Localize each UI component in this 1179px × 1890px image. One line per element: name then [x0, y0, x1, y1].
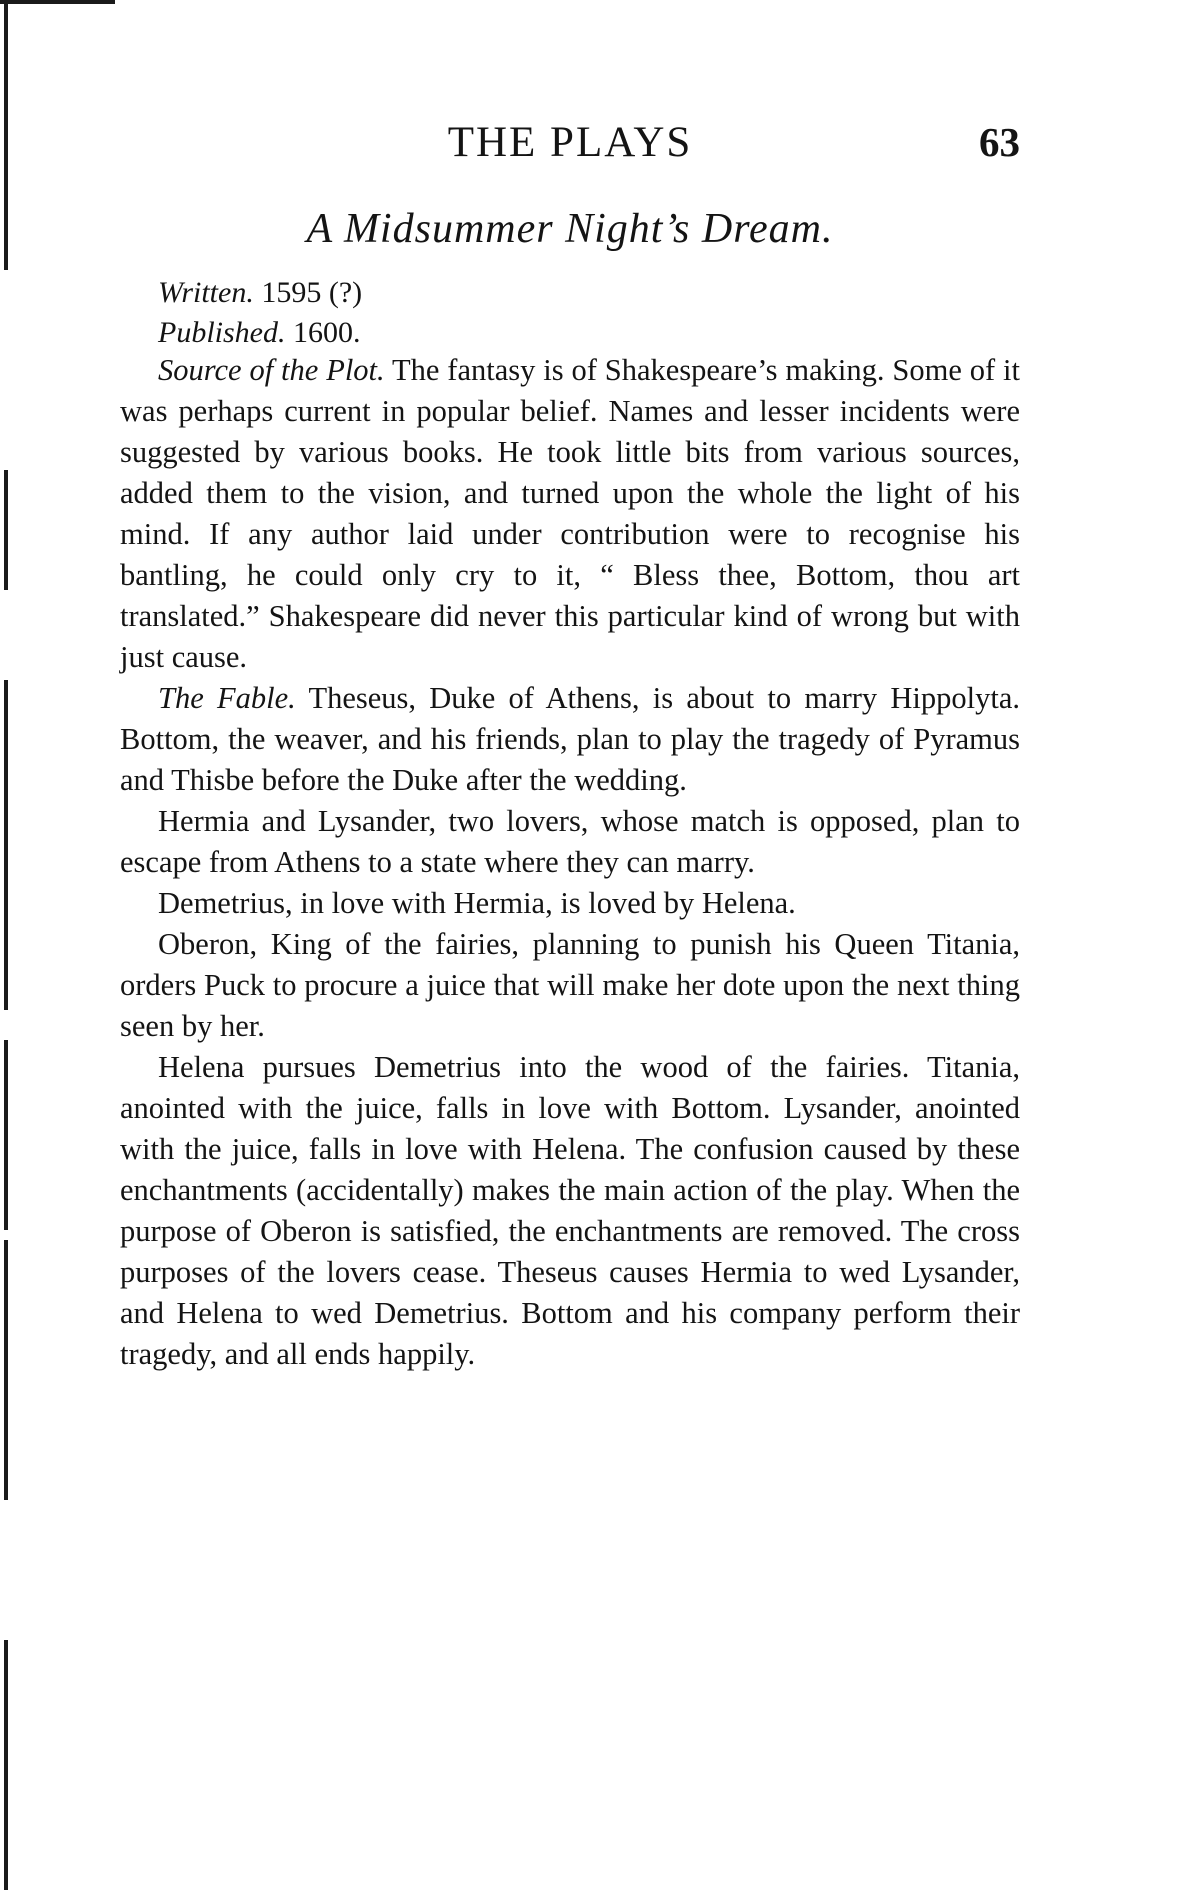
book-page	[120, 0, 1020, 1890]
paragraph-resolution: Helena pursues Demetrius into the wood of the fairies. Titania, anointed with the juice, falls in love with Bottom. Lysander, anointed with the juice, falls in love with Helena. The confusion caused by these enchantments (accidentally) makes the main action of the play. When the purpose of Oberon is satisfied, the enchantments are removed. The cross purposes of the lovers cease. Theseus causes Hermia to wed Lysander, and Helena to wed Demetrius. Bottom and his company perform their tragedy, and all ends happily.	[120, 1050, 1020, 1371]
source-text: The fantasy is of Shakespeare’s making. Some of it was perhaps current in popular belief. Names and lesser incidents were suggested by various books. He took little bits from various sources, added them to the vision, and turned upon the whole the light of his mind. If any author laid under contribution were to recognise his bantling, he could only cry to it, “ Bless thee, Bottom, thou art translated.” Shakespeare did never this particular kind of wrong but with just cause.	[120, 353, 1021, 674]
paragraph-oberon: Oberon, King of the fairies, planning to punish his Queen Titania, orders Puck to procure a juice that will make her dote upon the next thing seen by her.	[120, 927, 1020, 1043]
source-paragraph	[120, 350, 1020, 678]
fable-label: The Fable.	[158, 681, 296, 715]
fable-paragraph	[120, 678, 1020, 801]
source-label: Source of the Plot.	[158, 353, 385, 387]
published-line	[158, 312, 361, 353]
scan-corner-mark	[0, 0, 115, 4]
body-text	[120, 350, 1020, 1375]
page-number: 63	[979, 119, 1020, 165]
written-value: 1595 (?)	[261, 276, 363, 309]
published-value: 1600.	[293, 316, 361, 349]
published-label: Published.	[158, 316, 286, 349]
running-title: THE PLAYS	[447, 119, 693, 166]
written-label: Written.	[158, 276, 254, 309]
paragraph-lovers: Hermia and Lysander, two lovers, whose match is opposed, plan to escape from Athens to a state where they can marry.	[120, 804, 1020, 879]
play-title: A Midsummer Night’s Dream.	[306, 206, 834, 252]
fable-text: Theseus, Duke of Athens, is about to marry Hippolyta. Bottom, the weaver, and his friends, plan to play the tragedy of Pyramus and Thisbe before the Duke after the wedding.	[120, 681, 1020, 797]
scan-left-edge	[0, 0, 14, 1890]
paragraph-demetrius: Demetrius, in love with Hermia, is loved by Helena.	[158, 886, 796, 920]
running-head	[120, 118, 1020, 168]
written-line	[158, 272, 362, 313]
